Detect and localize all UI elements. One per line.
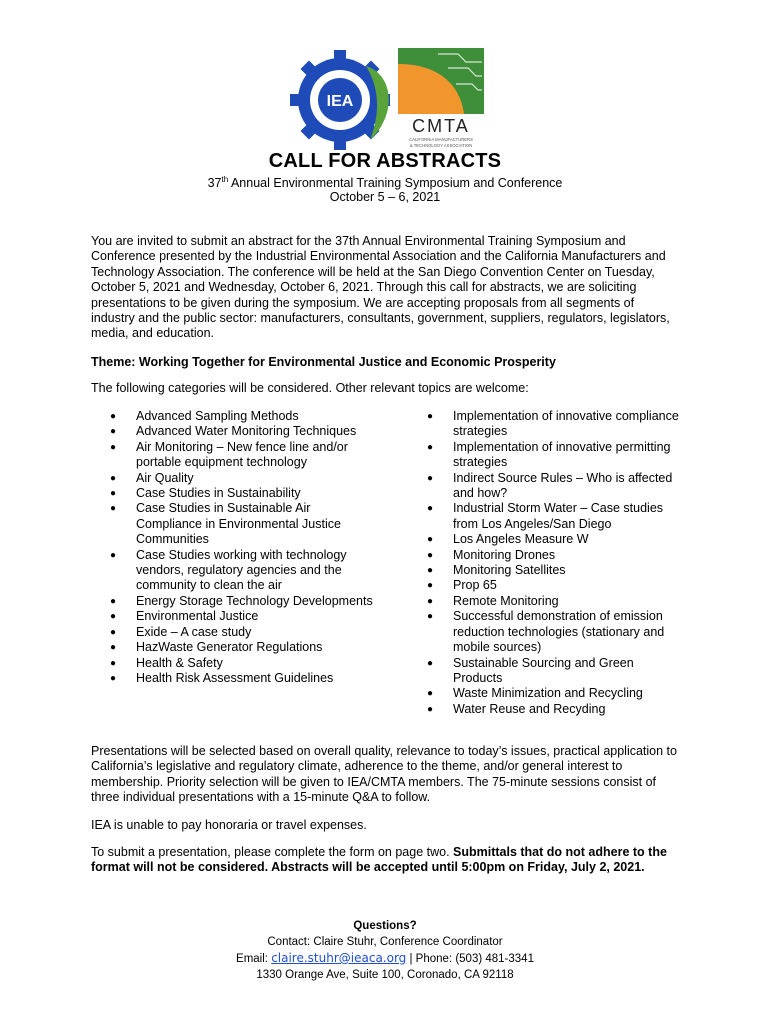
- footer-contact: [0, 918, 770, 983]
- event-line: [0, 175, 770, 190]
- category-label: Case Studies in Sustainability: [136, 486, 301, 501]
- category-item: [427, 655, 685, 687]
- category-item: [110, 593, 376, 609]
- category-item: [427, 501, 685, 532]
- category-item: [110, 609, 376, 624]
- categories-left-list: [110, 409, 376, 686]
- bullet-icon: ●: [427, 534, 434, 546]
- category-label: Waste Minimization and Recycling: [453, 686, 643, 701]
- bullet-icon: ●: [110, 626, 117, 638]
- category-label: Advanced Water Monitoring Techniques: [136, 424, 357, 439]
- category-item: [110, 409, 376, 424]
- event-name: Annual Environmental Training Symposium and Conference: [228, 176, 563, 191]
- page-title: CALL FOR ABSTRACTS: [268, 150, 502, 172]
- category-item: [427, 701, 685, 717]
- categories-right-list: [427, 409, 685, 717]
- category-item: [427, 578, 685, 593]
- bullet-icon: ●: [110, 549, 117, 561]
- address-line: 1330 Orange Ave, Suite 100, Coronado, CA 92118: [256, 969, 514, 981]
- theme-line: Theme: Working Together for Environmental Justice and Economic Prosperity: [91, 355, 556, 369]
- bullet-icon: ●: [110, 488, 117, 500]
- category-item: [427, 563, 685, 578]
- bullet-icon: ●: [427, 580, 434, 592]
- category-item: [110, 424, 376, 439]
- event-dates: October 5 – 6, 2021: [329, 190, 441, 204]
- email-link[interactable]: claire.stuhr@ieaca.org: [271, 951, 407, 965]
- bullet-icon: ●: [110, 672, 117, 684]
- phone-text: | Phone: (503) 481-3341: [406, 953, 534, 965]
- bullet-icon: ●: [427, 611, 434, 623]
- bullet-icon: ●: [110, 441, 117, 453]
- category-item: [427, 609, 685, 655]
- category-item: [110, 470, 376, 486]
- bullet-icon: ●: [110, 657, 117, 669]
- submission-instructions: [91, 845, 681, 876]
- bullet-icon: ●: [427, 549, 434, 561]
- category-item: [427, 409, 685, 440]
- category-label: Health Risk Assessment Guidelines: [136, 670, 334, 685]
- category-item: [427, 439, 685, 471]
- category-label: Remote Monitoring: [453, 593, 559, 608]
- category-label: Implementation of innovative compliance strategies: [453, 409, 679, 439]
- event-ordinal-suffix: th: [221, 175, 229, 184]
- cmta-logo: [398, 48, 484, 148]
- category-label: Sustainable Sourcing and Green Products: [453, 655, 634, 685]
- submission-text: To submit a presentation, please complete the form on page two.: [91, 845, 454, 859]
- category-label: Water Reuse and Recyding: [453, 701, 606, 716]
- category-label: Los Angeles Measure W: [453, 532, 589, 547]
- submission-deadline: Submittals that do not adhere to the format will not be considered. Abstracts will be accepted until 5:00pm on Friday, July 2, 2021.: [91, 845, 667, 875]
- bullet-icon: ●: [427, 703, 434, 715]
- bullet-icon: ●: [427, 411, 434, 422]
- category-item: [110, 547, 376, 594]
- category-label: Case Studies in Sustainable Air Compliance in Environmental Justice Communities: [136, 501, 341, 547]
- bullet-icon: ●: [110, 472, 117, 484]
- selection-paragraph: Presentations will be selected based on overall quality, relevance to today’s issues, practical application to California’s legislative and regulatory climate, adherence to the theme, and/or general interest to membership. Priority selection will be given to IEA/CMTA members. The 75-minute sessions consist of three individual presentations with a 15-minute Q&A to follow.: [91, 744, 677, 805]
- bullet-icon: ●: [427, 441, 434, 453]
- category-item: [427, 547, 685, 563]
- category-item: [427, 593, 685, 609]
- bullet-icon: ●: [427, 595, 434, 607]
- category-label: Industrial Storm Water – Case studies from Los Angeles/San Diego: [453, 501, 664, 531]
- category-item: [110, 439, 376, 471]
- category-label: Indirect Source Rules – Who is affected and how?: [453, 470, 673, 501]
- bullet-icon: ●: [110, 426, 117, 438]
- category-item: [427, 470, 685, 502]
- category-label: Case Studies working with technology vendors, regulatory agencies and the community to clean the air: [136, 547, 347, 593]
- cmta-logo-text: CMTA: [412, 116, 470, 136]
- category-label: Monitoring Satellites: [453, 563, 566, 578]
- category-label: Advanced Sampling Methods: [136, 409, 299, 423]
- category-label: Air Monitoring – New fence line and/or portable equipment technology: [136, 439, 348, 470]
- category-item: [427, 532, 685, 547]
- bullet-icon: ●: [110, 411, 117, 422]
- category-item: [110, 624, 376, 640]
- intro-paragraph: You are invited to submit an abstract for the 37th Annual Environmental Training Symposium and Conference presented by the Industrial Environmental Association and the California Manufacturers and Technology Association. The conference will be held at the San Diego Convention Center on Tuesday, October 5, 2021 and Wednesday, October 6, 2021. Through this call for abstracts, we are soliciting presentations to be given during the symposium. We are accepting proposals from all segments of industry and the public sector: manufacturers, consultants, government, suppliers, regulators, legislators, media, and education.: [91, 234, 670, 341]
- cmta-logo-subtext-1: CALIFORNIA MANUFACTURERS: [409, 137, 473, 142]
- category-label: Air Quality: [136, 470, 194, 485]
- bullet-icon: ●: [427, 657, 434, 669]
- category-item: [427, 686, 685, 701]
- category-label: HazWaste Generator Regulations: [136, 640, 323, 655]
- email-label: Email:: [236, 953, 272, 965]
- bullet-icon: ●: [110, 595, 117, 607]
- iea-cmta-logos: [288, 44, 488, 154]
- email-phone-line: [0, 950, 770, 967]
- category-label: Implementation of innovative permitting strategies: [453, 439, 671, 470]
- honoraria-note: IEA is unable to pay honoraria or travel expenses.: [91, 818, 367, 832]
- category-item: [110, 486, 376, 501]
- category-label: Exide – A case study: [136, 624, 252, 639]
- category-label: Prop 65: [453, 578, 497, 593]
- bullet-icon: ●: [427, 565, 434, 577]
- bullet-icon: ●: [427, 472, 434, 484]
- category-label: Successful demonstration of emission reduction technologies (stationary and mobile sources): [453, 609, 665, 655]
- category-label: Energy Storage Technology Developments: [136, 593, 373, 608]
- event-ordinal: 37: [207, 176, 222, 191]
- logo-group: [288, 44, 488, 154]
- category-item: [110, 655, 376, 671]
- iea-logo: [290, 50, 390, 150]
- bullet-icon: ●: [427, 688, 434, 700]
- questions-heading: Questions?: [353, 920, 417, 932]
- category-label: Monitoring Drones: [453, 547, 556, 562]
- category-item: [110, 670, 376, 686]
- cmta-logo-subtext-2: & TECHNOLOGY ASSOCIATION: [409, 143, 473, 148]
- contact-line: Contact: Claire Stuhr, Conference Coordinator: [267, 936, 503, 948]
- bullet-icon: ●: [427, 503, 434, 515]
- category-label: Environmental Justice: [136, 609, 259, 624]
- category-item: [110, 501, 376, 547]
- bullet-icon: ●: [110, 611, 117, 623]
- bullet-icon: ●: [110, 503, 117, 515]
- category-item: [110, 640, 376, 655]
- category-label: Health & Safety: [136, 655, 223, 670]
- categories-intro: The following categories will be considered. Other relevant topics are welcome:: [91, 381, 529, 395]
- bullet-icon: ●: [110, 642, 117, 654]
- iea-logo-text: IEA: [326, 93, 354, 110]
